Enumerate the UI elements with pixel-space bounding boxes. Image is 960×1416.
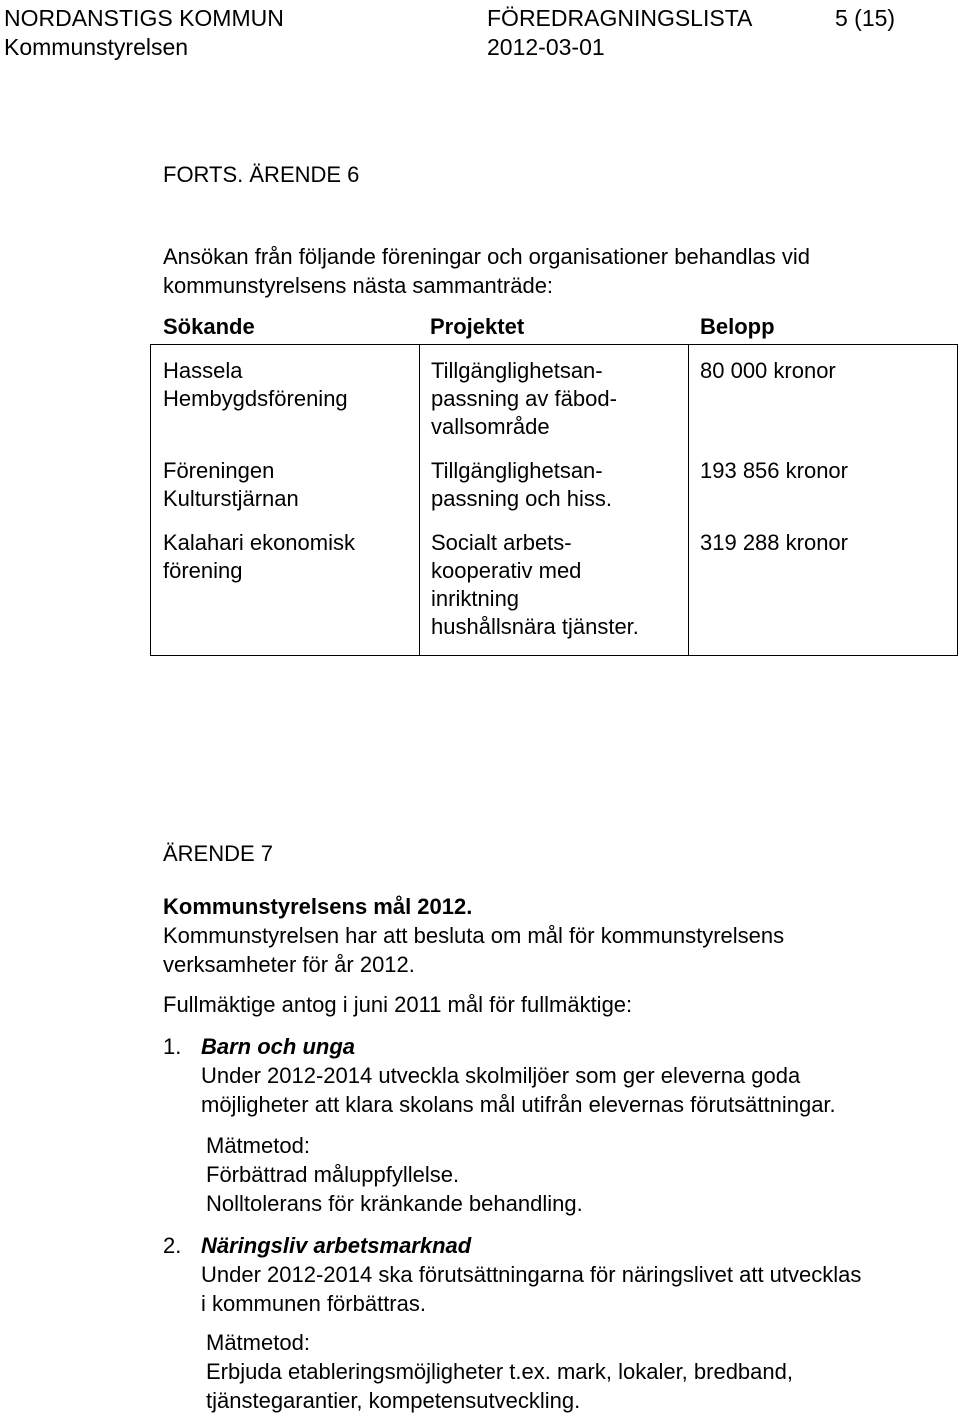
method-item: Erbjuda etableringsmöjligheter t.ex. mark, lokaler, bredband,	[206, 1359, 793, 1384]
table-row-project	[431, 357, 617, 441]
goal-title: Näringsliv arbetsmarknad	[201, 1233, 472, 1258]
table-divider	[688, 345, 689, 655]
col-header-project: Projektet	[430, 314, 525, 339]
table-row-applicant	[163, 457, 299, 513]
goal-text-line: Under 2012-2014 utveckla skolmiljöer som ger eleverna goda	[201, 1063, 801, 1088]
table-row-applicant	[163, 357, 348, 413]
cell-line: Tillgänglighetsan-	[431, 358, 603, 383]
goal-text-line: möjligheter att klara skolans mål utifrån elevernas förutsättningar.	[201, 1092, 836, 1117]
method-item: Nolltolerans för kränkande behandling.	[206, 1191, 583, 1216]
table-row-amount: 319 288 kronor	[700, 530, 848, 555]
applications-table	[150, 344, 958, 656]
cell-line: Socialt arbets-	[431, 530, 572, 555]
goal-text-line: Under 2012-2014 ska förutsättningarna för näringslivet att utvecklas	[201, 1262, 862, 1287]
goal-title: Barn och unga	[201, 1034, 356, 1059]
cell-line: inriktning	[431, 586, 520, 611]
cell-line: passning av fäbod-	[431, 386, 617, 411]
cell-line: Hembygdsförening	[163, 386, 348, 411]
goal-text-line: i kommunen förbättras.	[201, 1291, 426, 1316]
cell-line: vallsområde	[431, 414, 550, 439]
cell-line: kooperativ med	[431, 558, 582, 583]
arende6-intro-line1: Ansökan från följande föreningar och organisationer behandlas vid	[163, 244, 810, 269]
arende7-heading: ÄRENDE 7	[163, 841, 274, 866]
cell-line: Hassela	[163, 358, 243, 383]
method-label: Mätmetod:	[206, 1133, 310, 1158]
header-org: NORDANSTIGS KOMMUN	[4, 5, 284, 31]
arende6-heading: FORTS. ÄRENDE 6	[163, 162, 360, 187]
header-body: Kommunstyrelsen	[4, 34, 189, 60]
header-page: 5 (15)	[835, 5, 896, 31]
table-header	[150, 312, 958, 344]
table-row-applicant	[163, 529, 355, 585]
goal-number: 2.	[163, 1233, 182, 1258]
arende7-adopted: Fullmäktige antog i juni 2011 mål för fullmäktige:	[163, 992, 633, 1017]
cell-line: passning och hiss.	[431, 486, 612, 511]
table-row-project	[431, 529, 639, 641]
cell-line: hushållsnära tjänster.	[431, 614, 639, 639]
col-header-applicant: Sökande	[163, 314, 255, 339]
table-row-project	[431, 457, 612, 513]
header-doc-type: FÖREDRAGNINGSLISTA	[487, 5, 753, 31]
arende7-intro-line2: verksamheter för år 2012.	[163, 952, 415, 977]
arende6-intro-line2: kommunstyrelsens nästa sammanträde:	[163, 273, 554, 298]
method-label: Mätmetod:	[206, 1330, 310, 1355]
header-date: 2012-03-01	[487, 34, 605, 60]
method-item: tjänstegarantier, kompetensutveckling.	[206, 1388, 581, 1413]
method-item: Förbättrad måluppfyllelse.	[206, 1162, 460, 1187]
cell-line: Föreningen	[163, 458, 275, 483]
cell-line: Kalahari ekonomisk	[163, 530, 355, 555]
arende7-intro-line1: Kommunstyrelsen har att besluta om mål för kommunstyrelsens	[163, 923, 785, 948]
table-divider	[419, 345, 420, 655]
cell-line: förening	[163, 558, 243, 583]
arende7-title: Kommunstyrelsens mål 2012.	[163, 894, 473, 919]
cell-line: Kulturstjärnan	[163, 486, 299, 511]
goal-number: 1.	[163, 1034, 182, 1059]
table-row-amount: 80 000 kronor	[700, 358, 836, 383]
cell-line: Tillgänglighetsan-	[431, 458, 603, 483]
col-header-amount: Belopp	[700, 314, 775, 339]
table-row-amount: 193 856 kronor	[700, 458, 848, 483]
